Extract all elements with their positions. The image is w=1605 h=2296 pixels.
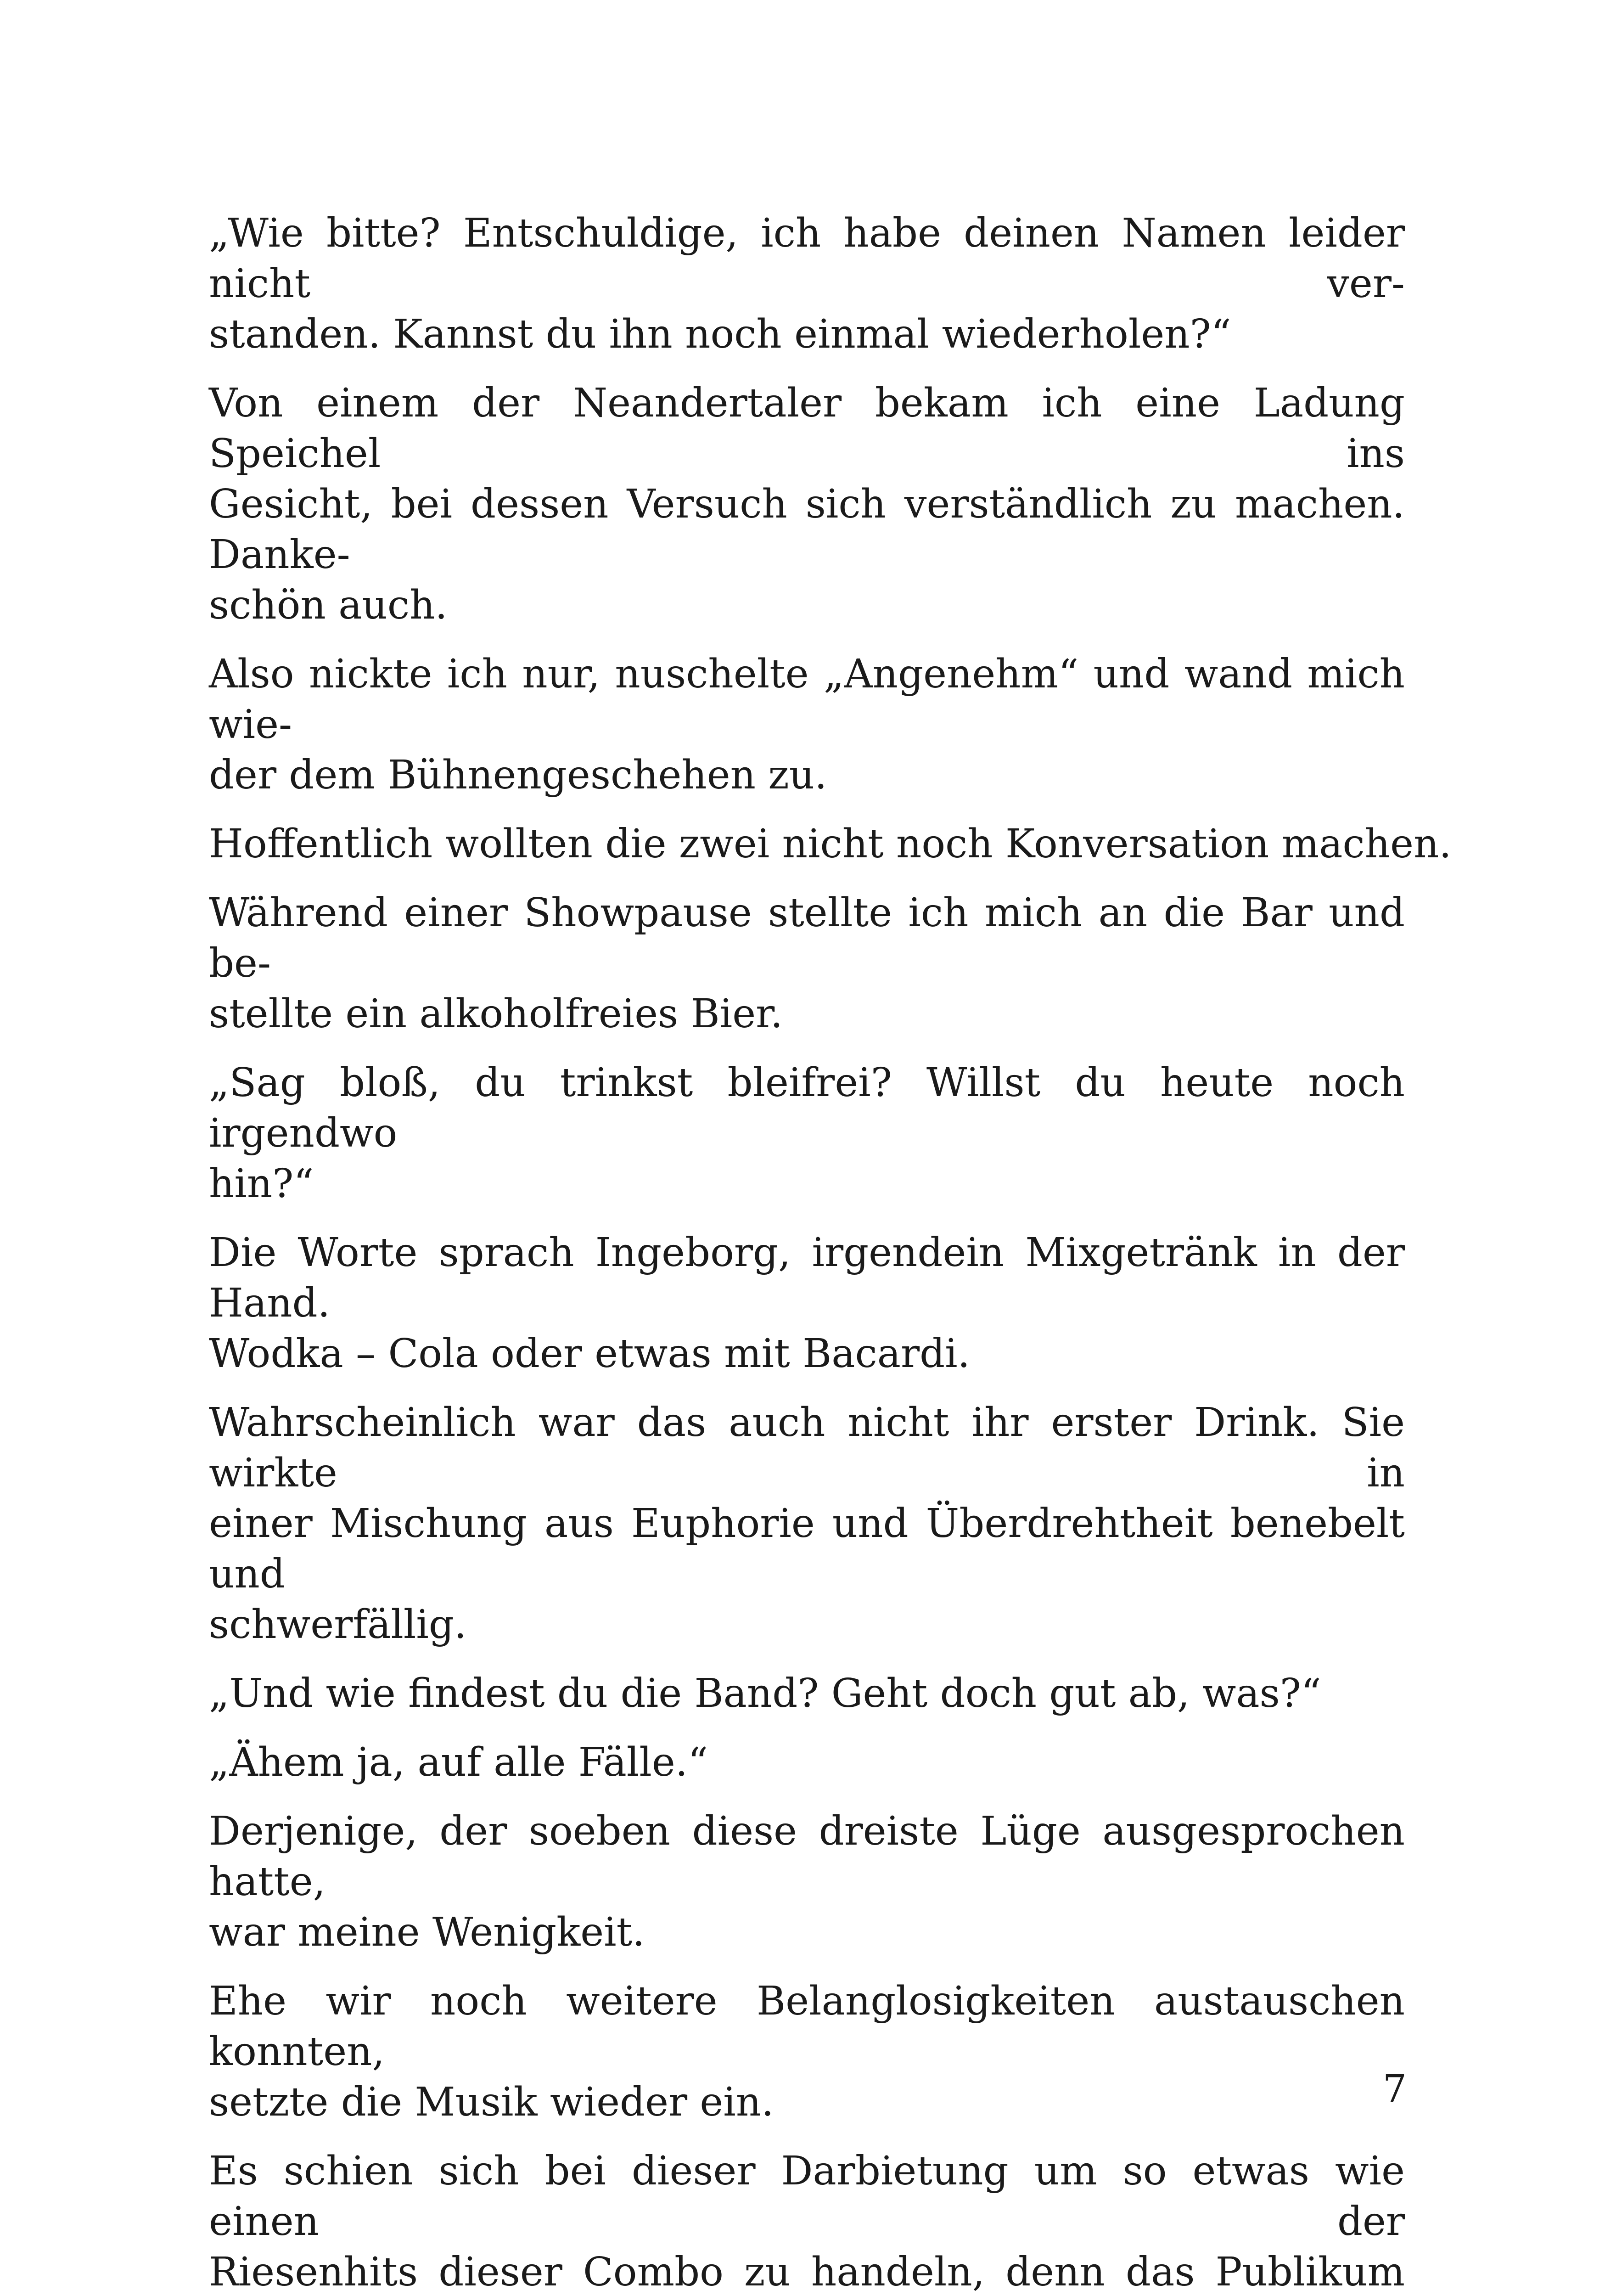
text-line: stellte ein alkoholfreies Bier.	[209, 991, 783, 1037]
page-text	[209, 208, 1452, 2296]
text-line: „Und wie findest du die Band? Geht doch gut ab, was?“	[209, 1671, 1321, 1716]
paragraph	[209, 819, 1452, 869]
paragraph	[209, 1397, 1405, 1650]
text-line: „Ähem ja, auf alle Fälle.“	[209, 1739, 708, 1785]
paragraph	[209, 1737, 1405, 1788]
text-line: schön auch.	[209, 582, 448, 628]
text-line: Riesenhits dieser Combo zu handeln, denn das Publikum	[209, 2249, 1405, 2295]
text-line: einer Mischung aus Euphorie und Überdrehtheit benebelt und	[209, 1501, 1405, 1597]
paragraph	[209, 378, 1405, 630]
text-line: Also nickte ich nur, nuschelte „Angenehm“ und wand mich wie-	[209, 651, 1405, 748]
page-number: 7	[1382, 2067, 1407, 2111]
text-line: Ehe wir noch weitere Belanglosigkeiten austauschen konnten,	[209, 1978, 1405, 2075]
text-line: schwerfällig.	[209, 1602, 467, 1648]
paragraph	[209, 1668, 1405, 1719]
text-line: Derjenige, der soeben diese dreiste Lüge ausgesprochen hatte,	[209, 1808, 1405, 1905]
text-line: hin?“	[209, 1161, 314, 1207]
text-line: war meine Wenigkeit.	[209, 1909, 645, 1955]
paragraph	[209, 1058, 1405, 1209]
text-line: Wodka – Cola oder etwas mit Bacardi.	[209, 1331, 970, 1377]
paragraph	[209, 888, 1405, 1039]
text-line: Gesicht, bei dessen Versuch sich verständlich zu machen. Danke-	[209, 481, 1405, 578]
paragraph	[209, 1227, 1405, 1379]
paragraph	[209, 2146, 1405, 2296]
text-line: der dem Bühnengeschehen zu.	[209, 752, 827, 798]
text-line: Während einer Showpause stellte ich mich an die Bar und be-	[209, 890, 1405, 986]
text-line: setzte die Musik wieder ein.	[209, 2079, 774, 2125]
text-line: Die Worte sprach Ingeborg, irgendein Mixgetränk in der Hand.	[209, 1230, 1405, 1326]
text-line: „Sag bloß, du trinkst bleifrei? Willst du heute noch irgendwo	[209, 1060, 1405, 1156]
text-line: Es schien sich bei dieser Darbietung um so etwas wie einen der	[209, 2148, 1405, 2245]
text-line: Von einem der Neandertaler bekam ich eine Ladung Speichel ins	[209, 380, 1405, 477]
paragraph	[209, 1806, 1405, 1958]
paragraph	[209, 208, 1405, 360]
text-line: standen. Kannst du ihn noch einmal wiederholen?“	[209, 311, 1231, 357]
text-line: Hoffentlich wollten die zwei nicht noch Konversation machen.	[209, 821, 1452, 867]
paragraph	[209, 649, 1405, 800]
paragraph	[209, 1976, 1405, 2127]
text-line: Wahrscheinlich war das auch nicht ihr erster Drink. Sie wirkte in	[209, 1400, 1405, 1496]
text-line: „Wie bitte? Entschuldige, ich habe deinen Namen leider nicht ver-	[209, 210, 1405, 307]
